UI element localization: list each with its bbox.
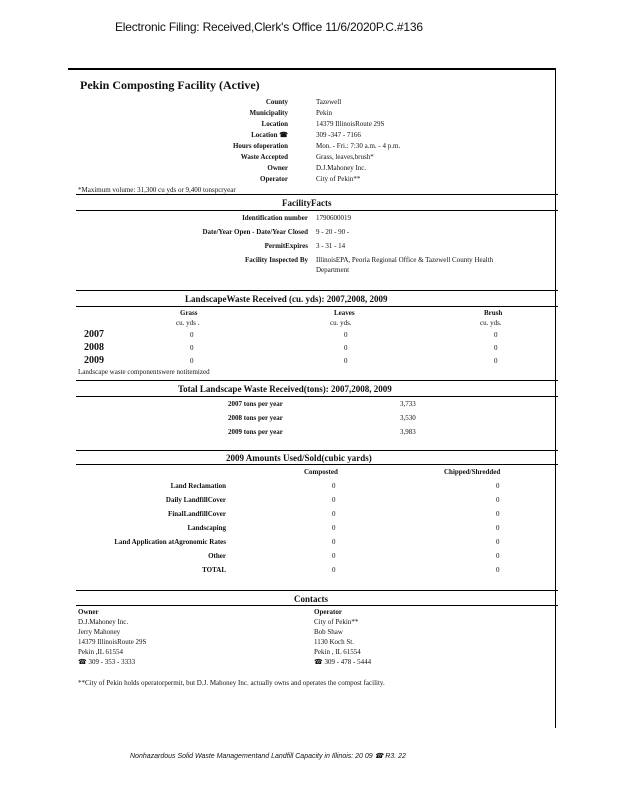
landscape-heading: LandscapeWaste Received (cu. yds): 2007,2008, 2009 [185, 294, 388, 304]
info-label: Operator [260, 175, 288, 183]
contacts-heading: Contacts [294, 594, 328, 604]
fact-value: 3 - 31 - 14 [316, 242, 346, 250]
amounts-label: Landscaping [187, 524, 226, 532]
info-label: Municipality [249, 109, 288, 117]
landscape-col-unit: cu. yds. [330, 319, 352, 327]
fact-label: Date/Year Open - Date/Year Closed [202, 228, 308, 236]
info-label: Waste Accepted [240, 153, 288, 161]
info-value: Grass, leaves,brush* [316, 153, 374, 161]
amounts-heading: 2009 Amounts Used/Sold(cubic yards) [226, 453, 372, 463]
divider [76, 194, 558, 195]
operator-line: Bob Shaw [314, 628, 343, 636]
owner-line: 14379 IllinoisRoute 29S [78, 638, 147, 646]
amounts-label: Land Application atAgronomic Rates [114, 538, 226, 546]
info-label: Hours ofoperation [232, 142, 288, 150]
info-value: City of Pekin** [316, 175, 361, 183]
landscape-col-name: Grass [180, 309, 198, 317]
fact-label: Identification number [242, 214, 308, 222]
amounts-composted: 0 [332, 510, 336, 518]
info-label: Owner [267, 164, 288, 172]
total-label: 2009 tons per year [228, 428, 283, 436]
amounts-chipped: 0 [496, 538, 500, 546]
operator-line: Operator [314, 608, 342, 616]
info-value: 14379 IllinoisRoute 29S [316, 120, 385, 128]
info-label: Location ☎ [251, 131, 288, 139]
amounts-chipped: 0 [496, 496, 500, 504]
fact-value: 1790600019 [316, 214, 351, 222]
landscape-value: 0 [190, 357, 194, 365]
amounts-composted: 0 [332, 566, 336, 574]
amounts-label: FinalLandfillCover [168, 510, 226, 518]
owner-line: Owner [78, 608, 99, 616]
landscape-value: 0 [494, 344, 498, 352]
total-label: 2008 tons per year [228, 414, 283, 422]
divider [76, 605, 558, 606]
total-value: 3,530 [400, 414, 416, 422]
amounts-label: Land Reclamation [170, 482, 226, 490]
divider [76, 464, 558, 465]
landscape-value: 0 [190, 344, 194, 352]
info-label: County [265, 98, 288, 106]
owner-line: ☎ 309 - 353 - 3333 [78, 658, 136, 666]
owner-line: D.J.Mahoney Inc. [78, 618, 129, 626]
amounts-label: TOTAL [202, 566, 226, 574]
info-label: Location [261, 120, 288, 128]
footer: Nonhazardous Solid Waste Managementand Landfill Capacity in Illinois: 20 09 ☎ R3. 22 [130, 753, 406, 760]
landscape-value: 0 [344, 357, 348, 365]
landscape-value: 0 [494, 331, 498, 339]
landscape-value: 0 [344, 344, 348, 352]
total-label: 2007 tons per year [228, 400, 283, 408]
operator-line: City of Pekin** [314, 618, 359, 626]
amounts-composted: 0 [332, 552, 336, 560]
landscape-year: 2007 [84, 329, 104, 340]
owner-line: Jerry Mahoney [78, 628, 121, 636]
amounts-label: Daily LandfillCover [165, 496, 226, 504]
amounts-col-chipped: Chipped/Shredded [444, 468, 501, 476]
amounts-label: Other [208, 552, 226, 560]
info-value: 309 -347 - 7166 [316, 131, 361, 139]
landscape-year: 2009 [84, 355, 104, 366]
amounts-chipped: 0 [496, 566, 500, 574]
divider [76, 210, 558, 211]
landscape-value: 0 [190, 331, 194, 339]
amounts-composted: 0 [332, 496, 336, 504]
operator-line: 1130 Koch St. [314, 638, 354, 646]
amounts-composted: 0 [332, 524, 336, 532]
amounts-chipped: 0 [496, 524, 500, 532]
fact-value: IllinoisEPA, Peoria Regional Office & Tazewell County Health [316, 256, 494, 264]
filing-header: Electronic Filing: Received,Clerk's Office 11/6/2020P.C.#136 [115, 20, 423, 34]
fact-value: Department [316, 266, 350, 274]
landscape-value: 0 [494, 357, 498, 365]
amounts-chipped: 0 [496, 552, 500, 560]
facility-facts-heading: FacilityFacts [282, 198, 332, 208]
max-volume-note: *Maximum volume: 31,300 cu yds or 9,400 tonspcryear [78, 186, 236, 194]
info-value: Pekin [316, 109, 332, 117]
operator-line: ☎ 309 - 478 - 5444 [314, 658, 372, 666]
fact-label: Facility Inspected By [245, 256, 308, 264]
landscape-note: Landscape waste componentswere notitemized [78, 368, 210, 376]
amounts-composted: 0 [332, 482, 336, 490]
amounts-col-composted: Composted [304, 468, 338, 476]
landscape-col-name: Brush [484, 309, 503, 317]
fact-value: 9 - 20 - 90 - [316, 228, 350, 236]
amounts-chipped: 0 [496, 482, 500, 490]
contacts-note: **City of Pekin holds operatorpermit, but D.J. Mahoney Inc. actually owns and operates the compost facility. [78, 679, 385, 687]
divider [76, 306, 558, 307]
info-value: Tazewell [316, 98, 342, 106]
info-value: D.J.Mahoney Inc. [316, 164, 367, 172]
divider [76, 590, 558, 591]
total-value: 3,983 [400, 428, 416, 436]
total-heading: Total Landscape Waste Received(tons): 2007,2008, 2009 [178, 384, 392, 394]
info-value: Mon. - Fri.: 7:30 a.m. - 4 p.m. [316, 142, 401, 150]
divider [76, 290, 558, 291]
amounts-chipped: 0 [496, 510, 500, 518]
divider [76, 450, 558, 451]
landscape-value: 0 [344, 331, 348, 339]
page-frame [68, 68, 556, 728]
divider [76, 380, 558, 381]
owner-line: Pekin ,IL 61554 [78, 648, 124, 656]
landscape-col-unit: cu. yds . [176, 319, 200, 327]
fact-label: PermitExpires [264, 242, 308, 250]
divider [76, 396, 558, 397]
total-value: 3,733 [400, 400, 416, 408]
landscape-col-unit: cu. yds. [480, 319, 502, 327]
amounts-composted: 0 [332, 538, 336, 546]
landscape-year: 2008 [84, 342, 104, 353]
landscape-col-name: Leaves [334, 309, 355, 317]
operator-line: Pekin , IL 61554 [314, 648, 361, 656]
facility-title: Pekin Composting Facility (Active) [80, 78, 260, 92]
